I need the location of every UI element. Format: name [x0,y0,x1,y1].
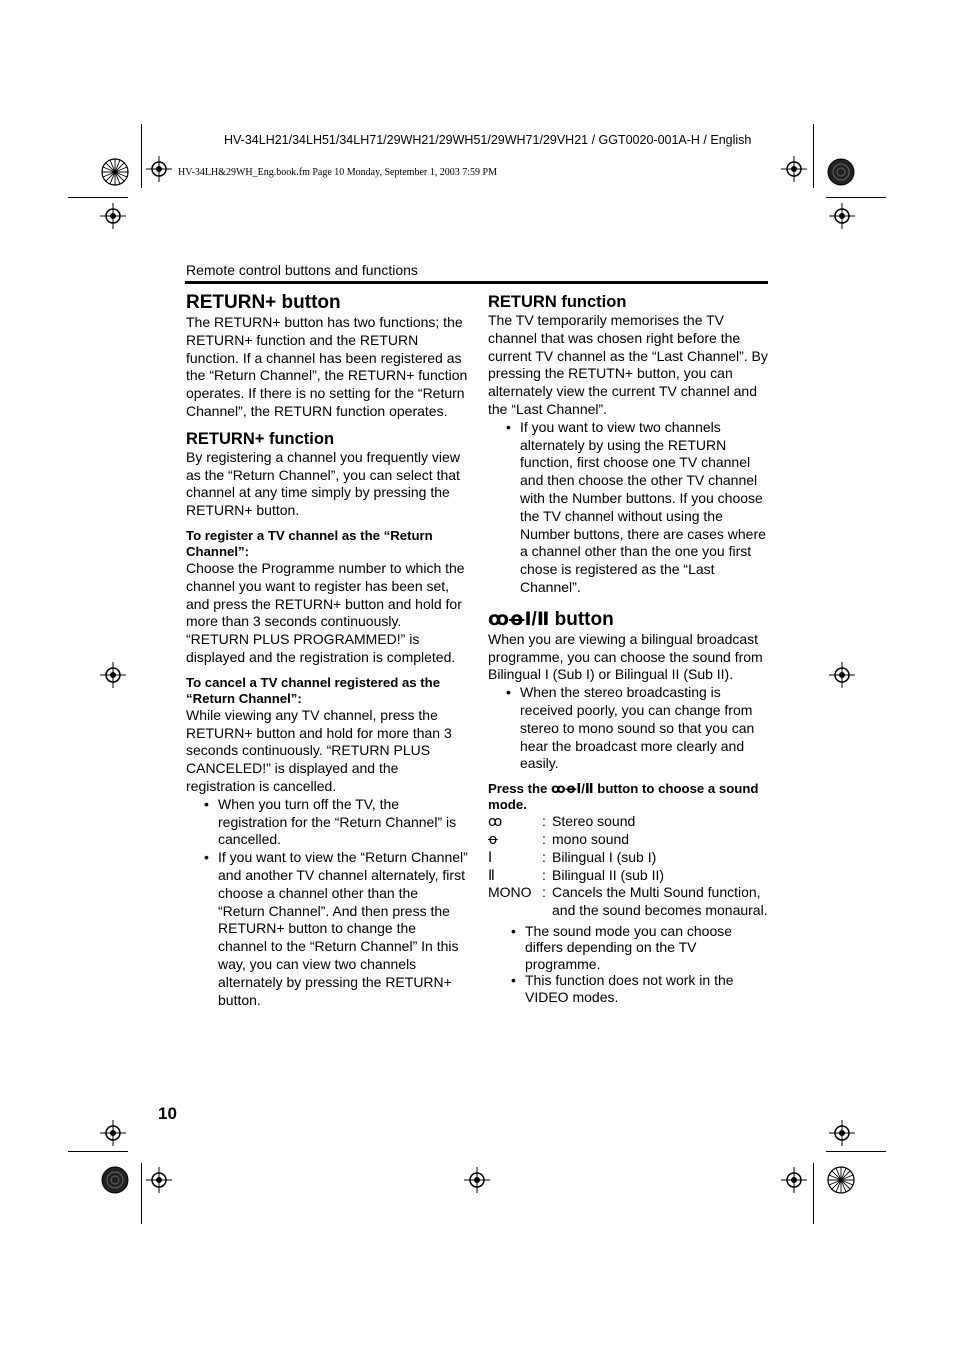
notes-list [488,923,770,1006]
registration-dark-circle-icon [100,1165,130,1195]
page-number: 10 [158,1104,177,1123]
crop-mark [826,197,886,198]
right-column [488,292,770,1005]
return-plus-button-title: RETURN+ button [186,292,341,313]
cancel-text: While viewing any TV channel, press the RETURN+ button and hold for more than 3 seconds continuously. “RETURN PLUS CANCELED!” is displayed and the registration is cancelled. [186,706,452,794]
left-bullet-list [186,796,468,1010]
register-heading: To register a TV channel as the “Return Channel”: [186,527,433,559]
sound-mode-symbol: ꝏꝋⅠ/Ⅱ [551,781,594,797]
sound-bullet-list [488,684,770,773]
registration-crosshair-icon [829,203,855,229]
crop-mark [68,1151,128,1152]
registration-starburst-icon [100,157,130,187]
sound-mode-row: MONO : Cancels the Multi Sound function, and the sound becomes monaural. [488,884,768,919]
registration-crosshair-icon [146,156,172,182]
press-heading: Press the ꝏꝋⅠ/Ⅱ button to choose a sound mode. [488,781,759,813]
crop-mark [813,1163,814,1224]
sound-mode-row: Ⅱ : Bilingual II (sub II) [488,866,665,883]
return-function-text: The TV temporarily memorises the TV channel that was chosen right before the current TV channel as the “Last Channel”. By pressing the RETUTN+ button, you can alternately view the current TV channel and the “Last Channel”. [488,312,768,417]
registration-crosshair-icon [146,1167,172,1193]
list-item: • The sound mode you can choose differs depending on the TV programme. [488,923,770,973]
registration-crosshair-icon [829,1120,855,1146]
sound-mode-row: ꝏ : Stereo sound [488,813,636,830]
registration-crosshair-icon [100,662,126,688]
sound-button-title: ꝏꝋⅠ/Ⅱ button [488,608,614,630]
section-header: Remote control buttons and functions [186,262,418,278]
book-file-info: HV-34LH&29WH_Eng.book.fm Page 10 Monday, September 1, 2003 7:59 PM [178,167,497,178]
registration-crosshair-icon [781,156,807,182]
list-item: • When the stereo broadcasting is received poorly, you can change from stereo to mono sound so that you can hear the broadcast more clearly and easily. [488,684,770,773]
list-item: • If you want to view the “Return Channel” and another TV channel alternately, first choose a channel other than the “Return Channel”. And then press the RETURN+ button to change the channel to the “Return Channel” In this way, you can view two channels alternately by pressing the RETURN+ button. [186,849,468,1009]
model-line: HV-34LH21/34LH51/34LH71/29WH21/29WH51/29WH71/29VH21 / GGT0020-001A-H / English [224,133,752,147]
sound-text: When you are viewing a bilingual broadcast programme, you can choose the sound from Bilingual I (Sub I) or Bilingual II (Sub II). [488,630,763,683]
return-plus-intro: The RETURN+ button has two functions; the RETURN+ function and the RETURN function. If a channel has been registered as the “Return Channel”, the RETURN+ function operates. If there is no setting for the “Return Channel”, the RETURN function operates. [186,314,468,419]
sound-mode-row: Ⅰ : Bilingual I (sub I) [488,848,657,865]
return-bullet-list [488,419,770,597]
cancel-heading: To cancel a TV channel registered as the “Return Channel”: [186,674,441,706]
list-item: • When you turn off the TV, the registration for the “Return Channel” is cancelled. [186,796,468,849]
registration-dark-circle-icon [826,157,856,187]
list-item: • This function does not work in the VIDEO modes. [488,972,770,1005]
registration-crosshair-icon [100,1120,126,1146]
return-plus-function-text: By registering a channel you frequently view as the “Return Channel”, you can select that channel at any time simply by pressing the RETURN+ button. [186,448,460,519]
crop-mark [813,124,814,188]
return-function-title: RETURN function [488,293,627,311]
crop-mark [141,1163,142,1224]
registration-crosshair-icon [100,203,126,229]
registration-crosshair-icon [464,1167,490,1193]
return-plus-function-title: RETURN+ function [186,429,335,448]
sound-mode-row: ꝋ : mono sound [488,830,630,847]
crop-mark [141,124,142,188]
header-rule [185,281,768,284]
sound-mode-symbol: ꝏꝋⅠ/Ⅱ [488,608,550,630]
crop-mark [68,197,128,198]
crop-mark [826,1151,886,1152]
left-column [186,292,468,1009]
registration-crosshair-icon [781,1167,807,1193]
list-item: • If you want to view two channels alternately by using the RETURN function, first choose one TV channel and then choose the other TV channel with the Number buttons. If you choose the TV channel without using the Number buttons, there are cases where a channel other than the one you first chose is registered as the “Last Channel”. [488,419,770,597]
registration-crosshair-icon [829,662,855,688]
sound-mode-list [488,813,770,920]
registration-starburst-icon [826,1165,856,1195]
register-text: Choose the Programme number to which the channel you want to register has been set, and press the RETURN+ button and hold for more than 3 seconds continuously. “RETURN PLUS PROGRAMMED!” is displayed and the registration is completed. [186,559,465,665]
